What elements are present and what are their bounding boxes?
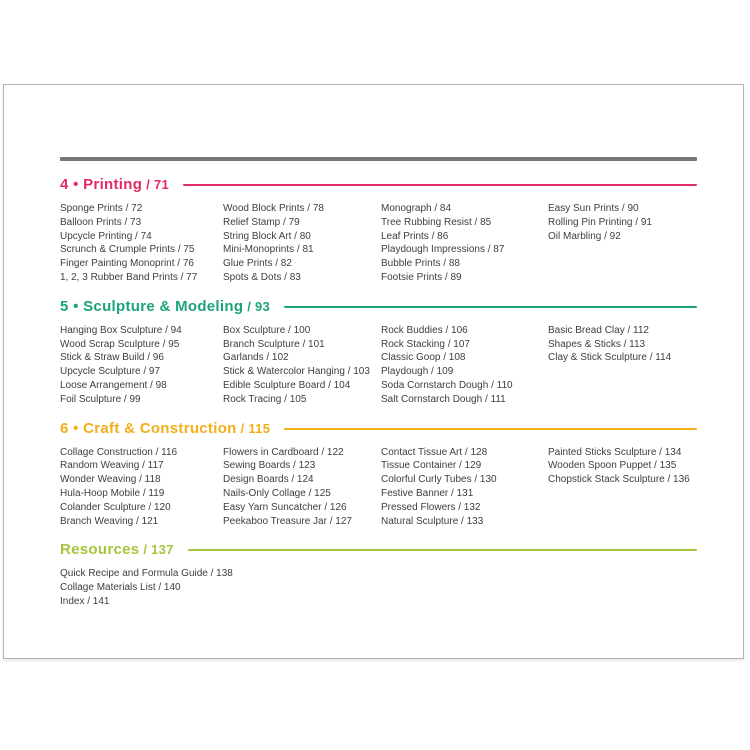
toc-entry: Branch Weaving / 121 <box>60 515 159 527</box>
toc-entry: Wonder Weaving / 118 <box>60 474 161 486</box>
toc-entry: Stick & Straw Build / 96 <box>60 352 164 364</box>
toc-entry: Scrunch & Crumple Prints / 75 <box>60 244 195 256</box>
toc-entry: String Block Art / 80 <box>223 230 311 242</box>
toc-entry: Playdough / 109 <box>381 366 454 378</box>
section-columns <box>60 567 697 608</box>
toc-column <box>60 202 223 285</box>
toc-entry: Shapes & Sticks / 113 <box>548 338 646 350</box>
toc-entry: Garlands / 102 <box>223 352 289 364</box>
toc-entry: Flowers in Cardboard / 122 <box>223 446 344 458</box>
toc-entry: Finger Painting Monoprint / 76 <box>60 258 194 270</box>
toc-column <box>60 567 697 608</box>
toc-entry: Salt Cornstarch Dough / 111 <box>381 393 506 405</box>
toc-entry: Collage Materials List / 140 <box>60 582 181 594</box>
toc-entry: Sponge Prints / 72 <box>60 203 143 214</box>
section-heading <box>60 540 174 560</box>
section-rule <box>284 306 697 308</box>
section-rule <box>183 184 697 186</box>
toc-entry: Stick & Watercolor Hanging / 103 <box>223 366 370 378</box>
toc-entry: Festive Banner / 131 <box>381 487 474 499</box>
section-title: Resources <box>60 541 140 559</box>
toc-content <box>60 157 697 621</box>
toc-section-resources <box>60 540 697 608</box>
toc-entry: Wooden Spoon Puppet / 135 <box>548 460 677 472</box>
toc-entry: Rock Tracing / 105 <box>223 393 307 405</box>
section-title: 5 • Sculpture & Modeling <box>60 297 244 315</box>
toc-entry: Glue Prints / 82 <box>223 258 292 270</box>
section-columns <box>60 446 697 529</box>
toc-entry: Balloon Prints / 73 <box>60 216 142 228</box>
toc-entry: Spots & Dots / 83 <box>223 271 301 283</box>
toc-entry: Monograph / 84 <box>381 203 452 214</box>
toc-entry: Bubble Prints / 88 <box>381 258 460 270</box>
toc-entry: Tree Rubbing Resist / 85 <box>381 216 492 228</box>
toc-column <box>60 446 223 529</box>
toc-entry: Random Weaving / 117 <box>60 460 164 472</box>
section-page-number: / 137 <box>139 542 174 558</box>
toc-entry: Design Boards / 124 <box>223 474 314 486</box>
toc-entry: Wood Block Prints / 78 <box>223 203 324 214</box>
toc-column <box>548 324 697 407</box>
toc-entry: Colander Sculpture / 120 <box>60 501 171 513</box>
toc-section-sculpture-modeling <box>60 297 697 407</box>
section-page-number: / 71 <box>142 177 169 192</box>
toc-entry: Chopstick Stack Sculpture / 136 <box>548 474 690 486</box>
section-heading <box>60 419 270 439</box>
toc-entry: Upcycle Sculpture / 97 <box>60 366 161 378</box>
toc-section-craft-construction <box>60 419 697 529</box>
toc-entry: Clay & Stick Sculpture / 114 <box>548 352 672 364</box>
toc-entry: Leaf Prints / 86 <box>381 230 449 242</box>
section-page-number: / 115 <box>236 420 271 436</box>
toc-entry: Colorful Curly Tubes / 130 <box>381 474 497 486</box>
toc-entry: Classic Goop / 108 <box>381 352 466 364</box>
toc-entry: Collage Construction / 116 <box>60 446 178 458</box>
toc-entry: Relief Stamp / 79 <box>223 216 300 228</box>
section-heading-row <box>60 175 697 195</box>
toc-entry: Upcycle Printing / 74 <box>60 230 152 242</box>
section-rule <box>284 428 697 430</box>
toc-entry: Branch Sculpture / 101 <box>223 338 325 350</box>
toc-entry: Easy Sun Prints / 90 <box>548 203 639 214</box>
toc-section-printing <box>60 175 697 285</box>
toc-column <box>548 446 697 529</box>
toc-entry: Nails-Only Collage / 125 <box>223 487 331 499</box>
toc-entry: Soda Cornstarch Dough / 110 <box>381 379 513 391</box>
toc-column <box>223 202 381 285</box>
toc-entry: Loose Arrangement / 98 <box>60 379 167 391</box>
toc-entry: Foil Sculpture / 99 <box>60 393 141 405</box>
toc-entry: Mini-Monoprints / 81 <box>223 244 314 256</box>
section-columns <box>60 324 697 407</box>
toc-entry: Rock Buddies / 106 <box>381 324 468 336</box>
toc-entry: Edible Sculpture Board / 104 <box>223 379 351 391</box>
toc-entry: Sewing Boards / 123 <box>223 460 316 472</box>
toc-column <box>381 324 548 407</box>
toc-entry: Peekaboo Treasure Jar / 127 <box>223 515 352 527</box>
toc-entry: Tissue Container / 129 <box>381 460 482 472</box>
toc-entry: Wood Scrap Sculpture / 95 <box>60 338 180 350</box>
section-heading <box>60 297 270 317</box>
toc-entry: Index / 141 <box>60 595 110 607</box>
toc-entry: Natural Sculpture / 133 <box>381 515 484 527</box>
toc-column <box>223 446 381 529</box>
toc-entry: Footsie Prints / 89 <box>381 271 462 283</box>
toc-column <box>548 202 697 285</box>
toc-column <box>381 446 548 529</box>
toc-sections <box>60 175 697 609</box>
toc-entry: Oil Marbling / 92 <box>548 230 621 242</box>
section-title: 6 • Craft & Construction <box>60 419 237 437</box>
toc-entry: Contact Tissue Art / 128 <box>381 446 488 458</box>
toc-page <box>3 84 744 659</box>
section-page-number: / 93 <box>243 298 271 314</box>
toc-entry: Playdough Impressions / 87 <box>381 244 505 256</box>
toc-entry: Pressed Flowers / 132 <box>381 501 481 513</box>
section-heading-row <box>60 540 697 560</box>
toc-entry: Easy Yarn Suncatcher / 126 <box>223 501 347 513</box>
section-heading <box>60 175 169 195</box>
toc-entry: Rolling Pin Printing / 91 <box>548 216 652 228</box>
section-title: 4 • Printing <box>60 176 143 193</box>
section-heading-row <box>60 419 697 439</box>
toc-column <box>60 324 223 407</box>
toc-entry: Hula-Hoop Mobile / 119 <box>60 487 165 499</box>
section-columns <box>60 202 697 285</box>
toc-entry: Quick Recipe and Formula Guide / 138 <box>60 568 233 580</box>
top-divider <box>60 157 697 161</box>
toc-entry: Rock Stacking / 107 <box>381 338 470 350</box>
toc-entry: Painted Sticks Sculpture / 134 <box>548 446 682 458</box>
section-rule <box>188 549 697 551</box>
section-heading-row <box>60 297 697 317</box>
toc-entry: Basic Bread Clay / 112 <box>548 324 649 336</box>
toc-entry: Box Sculpture / 100 <box>223 324 311 336</box>
toc-column <box>381 202 548 285</box>
toc-entry: Hanging Box Sculpture / 94 <box>60 324 182 336</box>
toc-column <box>223 324 381 407</box>
toc-entry: 1, 2, 3 Rubber Band Prints / 77 <box>60 271 198 283</box>
